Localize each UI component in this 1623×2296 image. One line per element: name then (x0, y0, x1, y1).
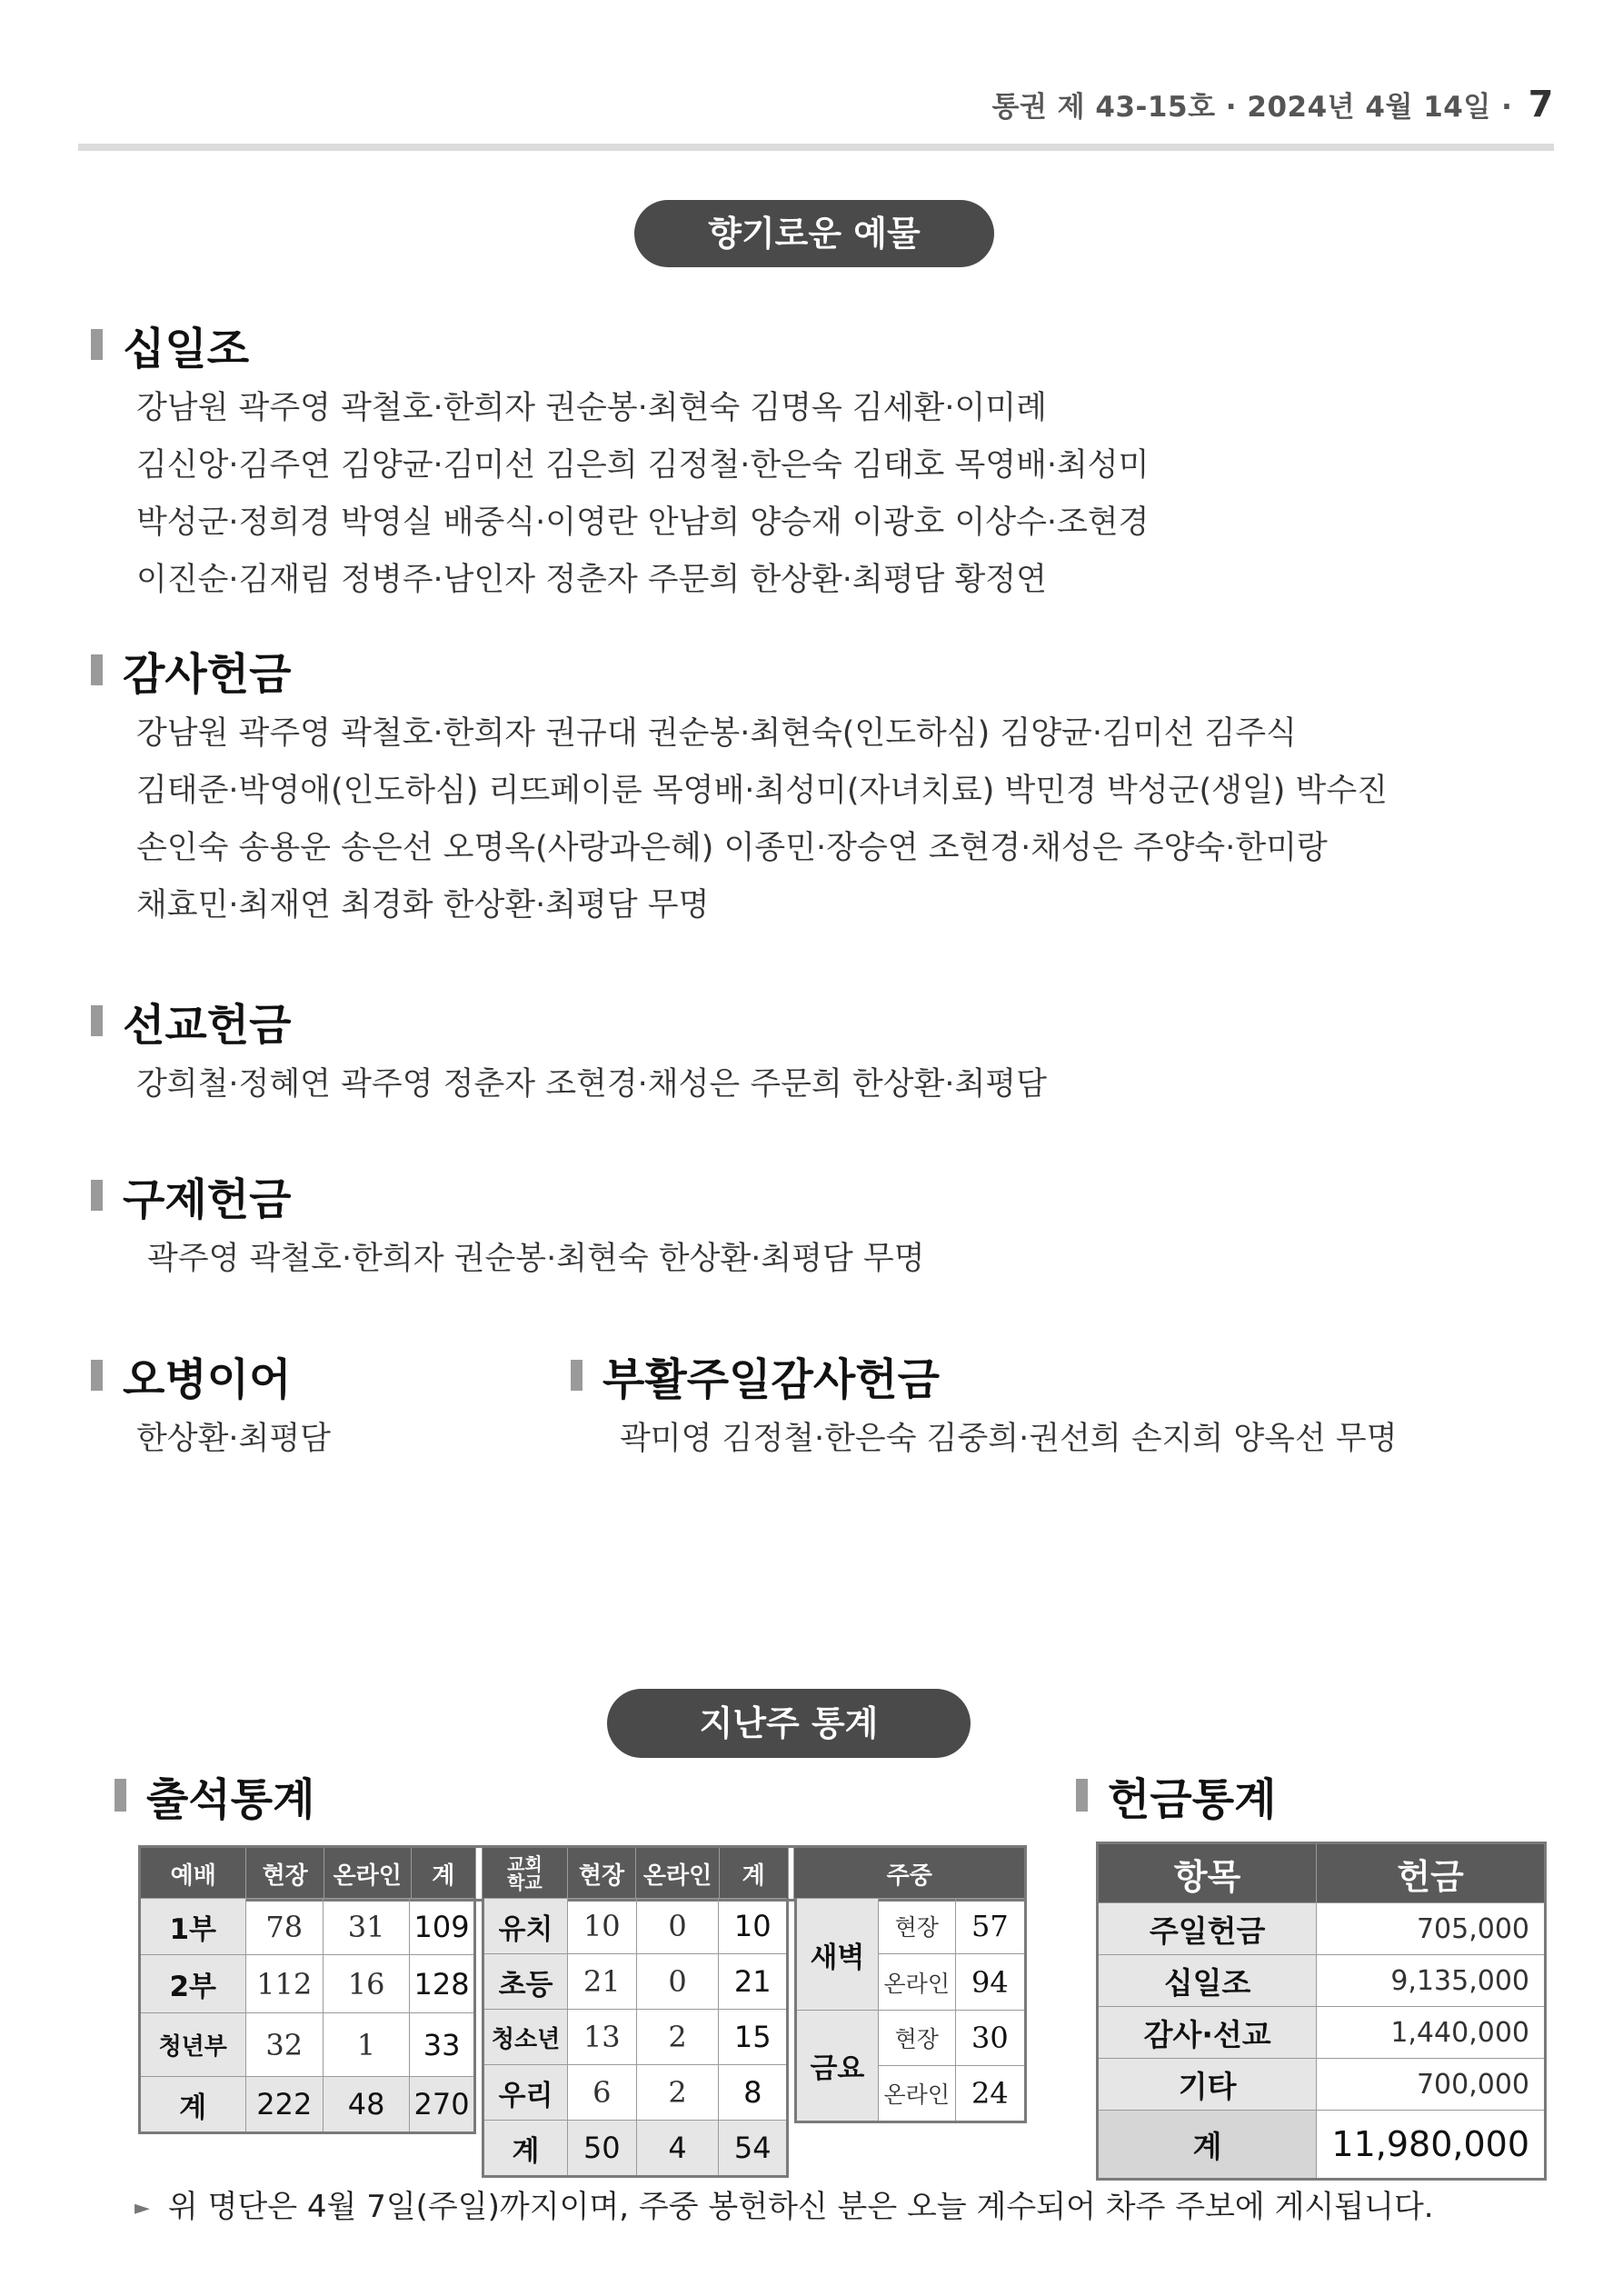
name-list (571, 1411, 1398, 1468)
section-title-text: 십일조 (123, 323, 250, 374)
worship-table (138, 1898, 476, 2134)
section-bar-icon (91, 1360, 103, 1391)
online-cell: 94 (955, 1954, 1025, 2011)
total-cell: 128 (410, 1955, 475, 2013)
column-gap (788, 1847, 794, 1901)
footnote-text: 위 명단은 4월 7일(주일)까지이며, 주중 봉헌하신 분은 오늘 계수되어 차주 주보에 게시됩니다. (167, 2189, 1434, 2225)
item-cell: 주일헌금 (1098, 1903, 1317, 1955)
section-title-text: 오병이어 (123, 1353, 292, 1405)
total-cell: 15 (719, 2010, 788, 2065)
row-label: 우리 (483, 2065, 568, 2121)
amount-cell: 11,980,000 (1317, 2111, 1546, 2180)
section-thanksgiving (91, 640, 1388, 934)
table-row (483, 2065, 788, 2121)
onsite-cell: 112 (245, 1955, 324, 2013)
header-cell: 헌금 (1317, 1843, 1546, 1903)
section-title-text: 부활주일감사헌금 (602, 1353, 940, 1405)
sub-label: 현장 (878, 1899, 955, 1954)
online-cell: 31 (324, 1899, 410, 1955)
church-school-table (482, 1898, 789, 2178)
page-header (78, 84, 1554, 125)
header-cell: 온라인 (324, 1847, 411, 1901)
cash-title (1076, 1763, 1276, 1827)
row-label: 1부 (140, 1899, 246, 1955)
header-cell: 현장 (246, 1847, 324, 1901)
footnote (134, 2181, 1434, 2226)
row-label: 유치 (483, 1899, 568, 1954)
table-row (483, 1899, 788, 1954)
name-line: 강남원 곽주영 곽철호·한희자 권순봉·최현숙 김명옥 김세환·이미례 (136, 390, 1047, 426)
section-bar-icon (571, 1360, 582, 1391)
name-list (91, 1231, 925, 1288)
name-list (91, 380, 1149, 609)
table-row (483, 2010, 788, 2065)
total-row (1098, 2111, 1546, 2180)
table-header-row (140, 1847, 1026, 1901)
name-line: 손인숙 송용운 송은선 오명옥(사랑과은혜) 이종민·장승연 조현경·채성은 주양숙·한미랑 (136, 830, 1328, 866)
name-list (91, 705, 1388, 934)
section-bar-icon (91, 654, 103, 685)
name-line: 박성군·정희경 박영실 배중식·이영란 안남희 양승재 이광호 이상수·조현경 (136, 504, 1150, 541)
table-row (140, 1899, 475, 1955)
onsite-cell: 13 (568, 2010, 636, 2065)
onsite-cell: 6 (568, 2065, 636, 2121)
table-row (796, 2011, 1026, 2066)
onsite-cell: 32 (245, 2013, 324, 2077)
online-cell: 2 (636, 2065, 719, 2121)
section-title-text: 선교헌금 (123, 999, 292, 1051)
section-relief (91, 1165, 925, 1288)
row-label: 금요 (796, 2011, 879, 2122)
name-line: 김태준·박영애(인도하심) 리뜨페이룬 목영배·최성미(자녀치료) 박민경 박성군(생일) 박수진 (136, 773, 1388, 809)
total-row (140, 2077, 475, 2133)
name-line: 이진순·김재림 정병주·남인자 정춘자 주문희 한상환·최평담 황정연 (136, 562, 1047, 598)
sub-label: 온라인 (878, 2066, 955, 2122)
onsite-cell: 222 (245, 2077, 324, 2133)
item-cell: 계 (1098, 2111, 1317, 2180)
total-cell: 33 (410, 2013, 475, 2077)
total-cell: 109 (410, 1899, 475, 1955)
name-line: 한상환·최평담 (136, 1421, 331, 1457)
statistics-banner: 지난주 통계 (607, 1689, 971, 1758)
item-cell: 기타 (1098, 2059, 1317, 2111)
attendance-title-text: 출석통계 (146, 1773, 315, 1825)
table-row (1098, 1903, 1546, 1955)
section-title-text: 감사헌금 (123, 648, 292, 700)
section-five-loaves (91, 1345, 331, 1468)
item-cell: 십일조 (1098, 1955, 1317, 2007)
total-cell: 21 (719, 1954, 788, 2010)
table-row (796, 1899, 1026, 1954)
table-row (1098, 2059, 1546, 2111)
header-cell: 온라인 (636, 1847, 720, 1901)
header-cell: 예배 (140, 1847, 246, 1901)
name-list (91, 1056, 1047, 1113)
triangle-right-icon: ► (134, 2197, 150, 2220)
online-cell: 0 (636, 1954, 719, 2010)
weekday-table (794, 1898, 1027, 2123)
online-cell: 16 (324, 1955, 410, 2013)
name-list (91, 1411, 331, 1468)
name-line: 강남원 곽주영 곽철호·한희자 권규대 권순봉·최현숙(인도하심) 김양균·김미선 김주식 (136, 715, 1297, 752)
section-easter-thanksgiving (571, 1345, 1398, 1468)
section-title (91, 991, 1047, 1051)
section-bar-icon (91, 329, 103, 360)
header-line: 교회 (507, 1853, 543, 1875)
onsite-cell: 57 (955, 1899, 1025, 1954)
row-label: 초등 (483, 1954, 568, 2010)
section-title (91, 1345, 331, 1405)
sub-label: 현장 (878, 2011, 955, 2066)
attendance-table (138, 1845, 1027, 1902)
name-line: 곽미영 김정철·한은숙 김중희·권선희 손지희 양옥선 무명 (620, 1421, 1398, 1457)
section-title (571, 1345, 1398, 1405)
onsite-cell: 30 (955, 2011, 1025, 2066)
header-cell: 계 (411, 1847, 476, 1901)
row-label: 새벽 (796, 1899, 879, 2011)
row-label: 청소년 (483, 2010, 568, 2065)
onsite-cell: 10 (568, 1899, 636, 1954)
section-tithe (91, 314, 1149, 609)
amount-cell: 705,000 (1317, 1903, 1546, 1955)
name-line: 곽주영 곽철호·한희자 권순봉·최현숙 한상환·최평담 무명 (147, 1241, 925, 1277)
online-cell: 1 (324, 2013, 410, 2077)
cash-table (1096, 1842, 1547, 2181)
column-gap (476, 1847, 483, 1901)
total-cell: 10 (719, 1899, 788, 1954)
header-cell: 계 (719, 1847, 788, 1901)
section-title (91, 1165, 925, 1225)
row-label: 계 (483, 2121, 568, 2177)
offerings-banner: 향기로운 예물 (634, 200, 994, 267)
table-row (140, 2013, 475, 2077)
header-cell-church-school (483, 1847, 568, 1901)
item-cell: 감사·선교 (1098, 2007, 1317, 2059)
total-cell: 8 (719, 2065, 788, 2121)
row-label: 2부 (140, 1955, 246, 2013)
cash-title-text: 헌금통계 (1108, 1773, 1277, 1825)
header-divider (78, 144, 1554, 151)
section-bar-icon (91, 1005, 103, 1036)
page-number: 7 (1528, 84, 1554, 125)
online-cell: 48 (324, 2077, 410, 2133)
section-title (91, 314, 1149, 374)
row-label: 청년부 (140, 2013, 246, 2077)
table-row (140, 1955, 475, 2013)
table-row (1098, 1955, 1546, 2007)
name-line: 채효민·최재연 최경화 한상환·최평담 무명 (136, 887, 710, 923)
online-cell: 4 (636, 2121, 719, 2177)
header-cell: 항목 (1098, 1843, 1317, 1903)
header-line: 학교 (507, 1872, 543, 1893)
name-line: 강희철·정혜연 곽주영 정춘자 조현경·채성은 주문희 한상환·최평담 (136, 1066, 1047, 1103)
amount-cell: 700,000 (1317, 2059, 1546, 2111)
section-title (91, 640, 1388, 700)
issue-info: 통권 제 43-15호 · 2024년 4월 14일 · (991, 91, 1513, 124)
sub-label: 온라인 (878, 1954, 955, 2011)
table-row (483, 1954, 788, 2010)
total-cell: 54 (719, 2121, 788, 2177)
section-bar-icon (115, 1779, 126, 1812)
table-header-row (1098, 1843, 1546, 1903)
total-row (483, 2121, 788, 2177)
attendance-title (115, 1763, 314, 1827)
table-row (1098, 2007, 1546, 2059)
onsite-cell: 78 (245, 1899, 324, 1955)
header-cell: 현장 (567, 1847, 636, 1901)
total-cell: 270 (410, 2077, 475, 2133)
section-bar-icon (1076, 1779, 1088, 1812)
online-cell: 24 (955, 2066, 1025, 2122)
amount-cell: 9,135,000 (1317, 1955, 1546, 2007)
section-bar-icon (91, 1180, 103, 1211)
onsite-cell: 21 (568, 1954, 636, 2010)
section-title-text: 구제헌금 (123, 1173, 292, 1225)
online-cell: 0 (636, 1899, 719, 1954)
online-cell: 2 (636, 2010, 719, 2065)
name-line: 김신앙·김주연 김양균·김미선 김은희 김정철·한은숙 김태호 목영배·최성미 (136, 447, 1150, 484)
row-label: 계 (140, 2077, 246, 2133)
section-mission (91, 991, 1047, 1113)
header-cell: 주중 (794, 1847, 1026, 1901)
onsite-cell: 50 (568, 2121, 636, 2177)
amount-cell: 1,440,000 (1317, 2007, 1546, 2059)
